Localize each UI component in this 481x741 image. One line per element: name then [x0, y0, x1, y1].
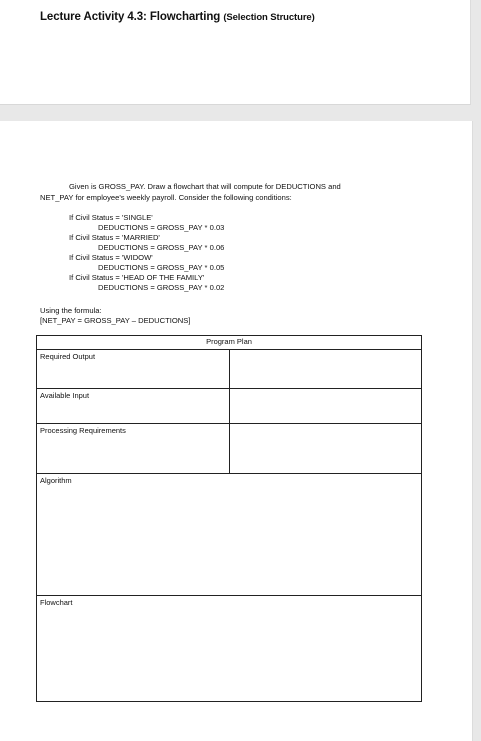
condition-if: If Civil Status = 'WIDOW' [69, 253, 153, 262]
available-input-cell[interactable] [230, 389, 422, 424]
title-main: Lecture Activity 4.3: Flowcharting [40, 11, 221, 23]
condition-if: If Civil Status = 'SINGLE' [69, 213, 153, 222]
processing-requirements-cell[interactable] [230, 424, 422, 474]
program-plan-table [36, 335, 422, 702]
document-title [40, 11, 315, 23]
page-1 [0, 0, 471, 105]
intro-line-2: NET_PAY for employee's weekly payroll. Consider the following conditions: [40, 193, 292, 202]
algorithm-section[interactable]: Algorithm [37, 474, 422, 596]
formula-expression: [NET_PAY = GROSS_PAY – DEDUCTIONS] [40, 316, 191, 325]
condition-then: DEDUCTIONS = GROSS_PAY * 0.05 [98, 263, 225, 272]
formula-label: Using the formula: [40, 306, 102, 315]
program-plan-header: Program Plan [37, 336, 422, 350]
condition-then: DEDUCTIONS = GROSS_PAY * 0.02 [98, 283, 225, 292]
flowchart-section[interactable]: Flowchart [37, 596, 422, 702]
intro-line-1: Given is GROSS_PAY. Draw a flowchart that will compute for DEDUCTIONS and [69, 182, 341, 191]
required-output-label: Required Output [37, 350, 230, 389]
condition-if: If Civil Status = 'MARRIED' [69, 233, 160, 242]
processing-requirements-label: Processing Requirements [37, 424, 230, 474]
condition-then: DEDUCTIONS = GROSS_PAY * 0.06 [98, 243, 225, 252]
condition-then: DEDUCTIONS = GROSS_PAY * 0.03 [98, 223, 225, 232]
available-input-label: Available Input [37, 389, 230, 424]
required-output-cell[interactable] [230, 350, 422, 389]
title-subtitle: (Selection Structure) [223, 12, 315, 23]
condition-if: If Civil Status = 'HEAD OF THE FAMILY' [69, 273, 205, 282]
